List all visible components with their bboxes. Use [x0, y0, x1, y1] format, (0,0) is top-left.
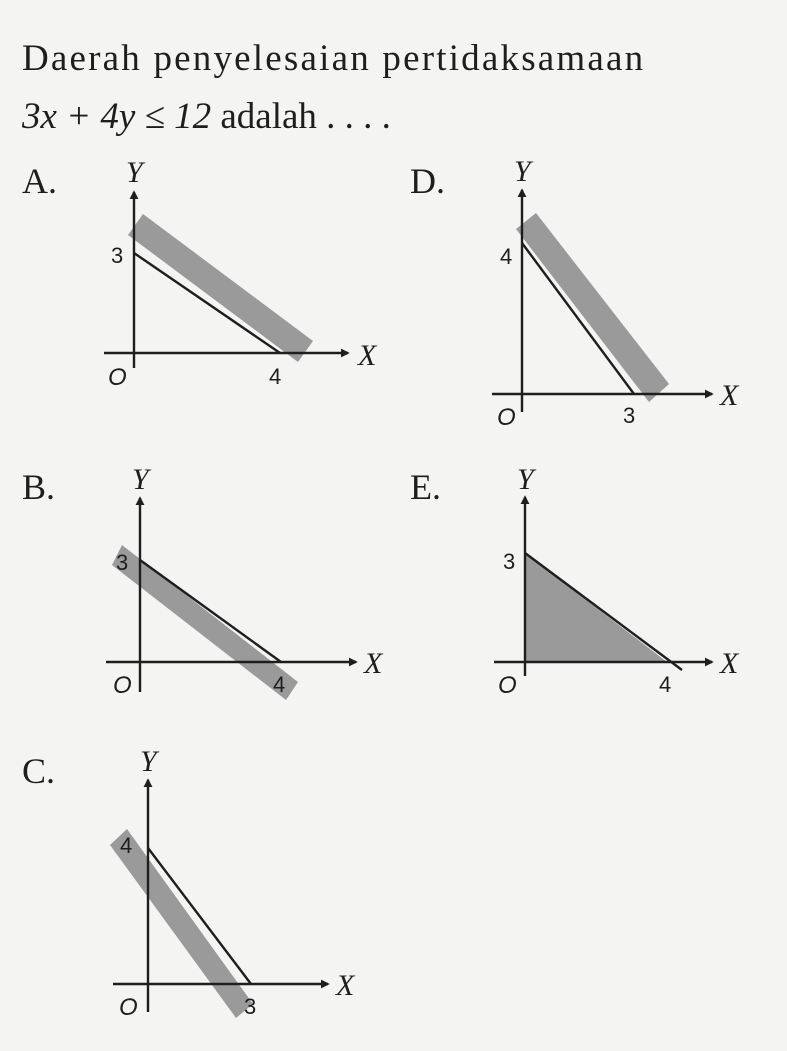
option-b-graph[interactable] [106, 463, 384, 700]
option-c-graph[interactable] [110, 745, 356, 1021]
option-a-shaded-region [128, 214, 313, 362]
option-e-x-intercept: 4 [659, 672, 672, 697]
option-c-label[interactable]: C. [22, 751, 56, 791]
option-d-graph[interactable] [492, 155, 740, 431]
option-b-x-label: X [364, 647, 383, 680]
option-e-graph[interactable] [494, 463, 740, 699]
option-a-y-label: Y [126, 156, 143, 189]
inequality: 3x + 4y ≤ 12 [22, 96, 212, 137]
option-c-y-intercept: 4 [120, 833, 133, 858]
option-e-y-label: Y [517, 463, 534, 496]
option-d-y-intercept: 4 [500, 244, 513, 269]
option-b-label[interactable]: B. [22, 467, 56, 507]
option-d-origin-label: O [497, 404, 516, 431]
option-b-x-intercept: 4 [273, 672, 286, 697]
option-b-y-label: Y [132, 463, 149, 496]
option-e-x-label: X [720, 647, 739, 680]
option-d-x-label: X [720, 379, 739, 412]
question-line-1: Daerah penyelesaian pertidaksamaan [22, 38, 646, 79]
option-e-label[interactable]: E. [410, 467, 441, 507]
option-a-x-intercept: 4 [269, 364, 282, 389]
option-b-boundary-line [140, 560, 281, 662]
option-a-label[interactable]: A. [22, 161, 57, 201]
option-d-shaded-region [516, 213, 669, 402]
option-b-origin-label: O [113, 672, 132, 699]
option-c-origin-label: O [119, 994, 138, 1021]
option-e-y-intercept: 3 [503, 549, 516, 574]
option-c-y-label: Y [140, 745, 157, 778]
option-d-x-intercept: 3 [623, 403, 636, 428]
option-c-x-label: X [336, 969, 355, 1002]
option-d-label[interactable]: D. [410, 161, 445, 201]
option-a-x-label: X [358, 339, 377, 372]
option-a-y-intercept: 3 [111, 243, 124, 268]
option-b-y-intercept: 3 [116, 550, 129, 575]
option-e-origin-label: O [498, 672, 517, 699]
option-a-graph[interactable] [104, 156, 378, 391]
option-d-y-label: Y [514, 155, 531, 188]
option-a-origin-label: O [108, 364, 127, 391]
question-suffix: adalah . . . . [211, 96, 391, 137]
option-c-x-intercept: 3 [244, 994, 257, 1019]
